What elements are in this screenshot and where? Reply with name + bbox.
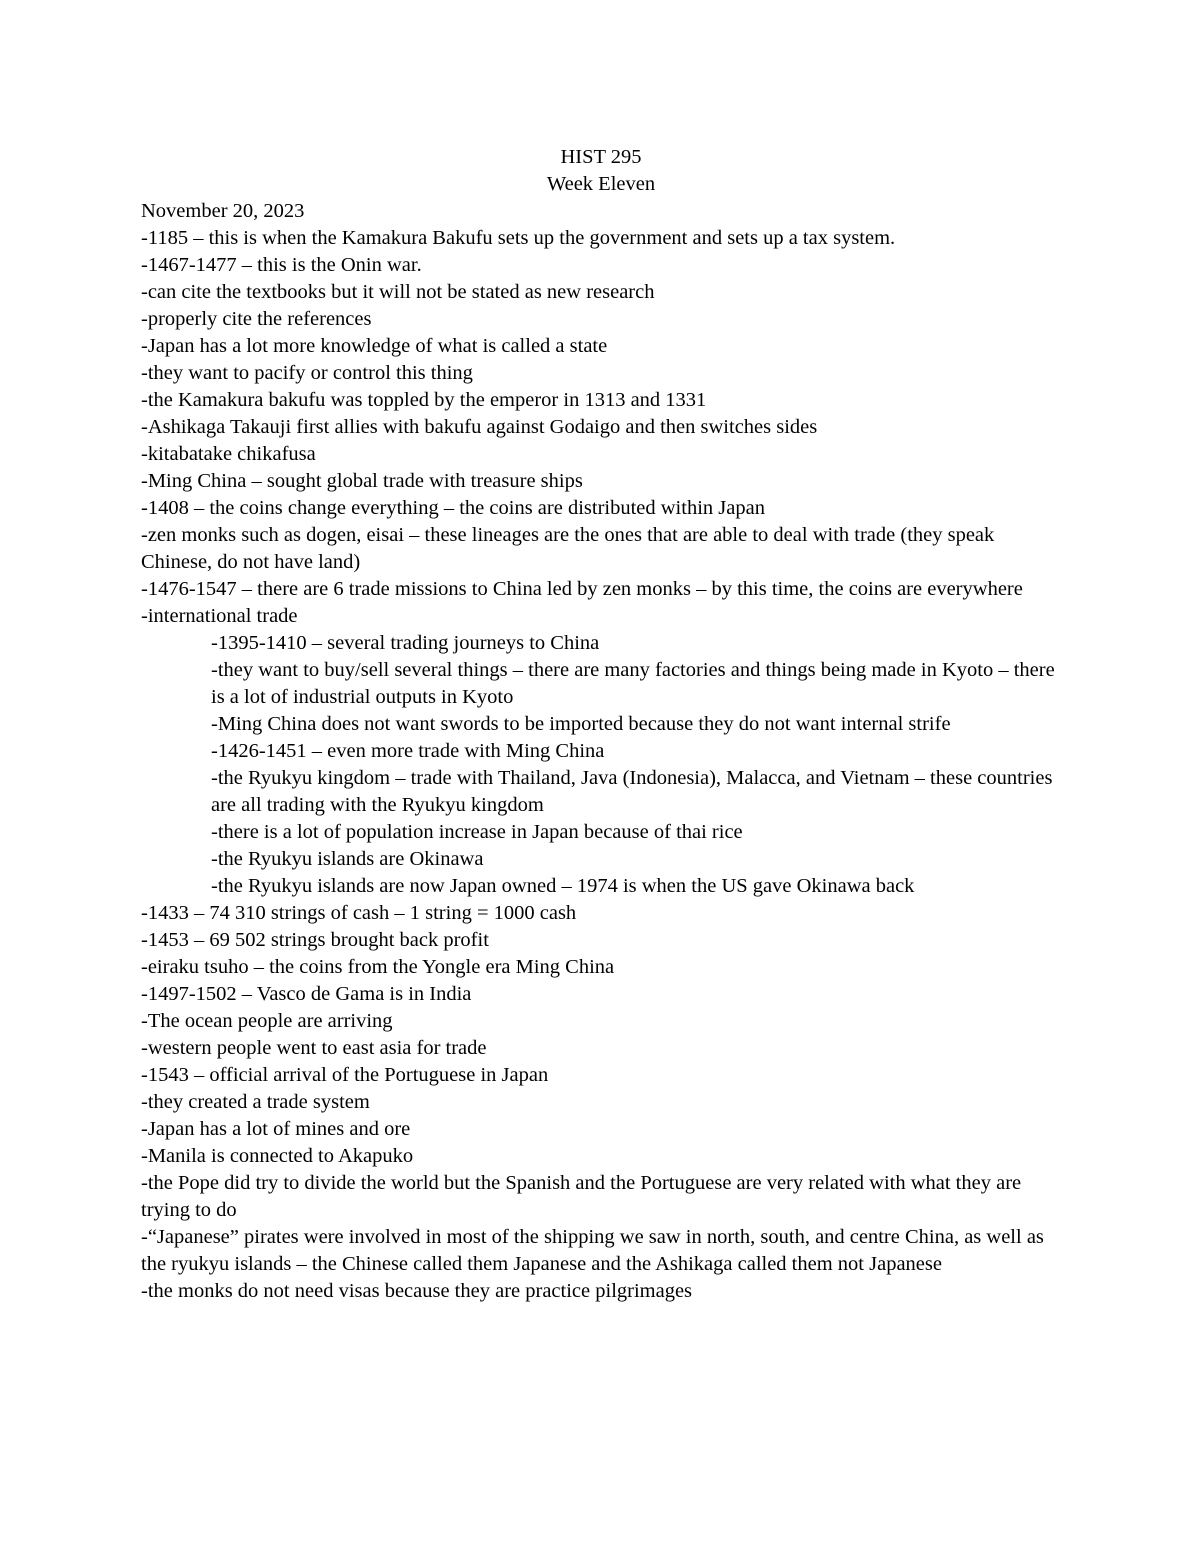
note-line: -zen monks such as dogen, eisai – these lineages are the ones that are able to deal with trade (they speak Chinese, do not have land) (141, 524, 995, 573)
note-line: -properly cite the references (141, 308, 372, 330)
note-line: -can cite the textbooks but it will not be stated as new research (141, 281, 655, 303)
lecture-date: November 20, 2023 (141, 200, 305, 222)
note-line: -kitabatake chikafusa (141, 443, 316, 465)
sub-note-line: -they want to buy/sell several things – there are many factories and things being made in Kyoto – there is a lot of industrial outputs in Kyoto (211, 659, 1055, 708)
note-line: -they created a trade system (141, 1091, 370, 1113)
note-line: -1476-1547 – there are 6 trade missions to China led by zen monks – by this time, the coins are everywhere (141, 578, 1023, 600)
document-body (141, 144, 1061, 1305)
note-line: -western people went to east asia for trade (141, 1037, 487, 1059)
note-line: -Ashikaga Takauji first allies with bakufu against Godaigo and then switches sides (141, 416, 818, 438)
note-line: -the monks do not need visas because they are practice pilgrimages (141, 1280, 693, 1302)
note-line: -Japan has a lot more knowledge of what is called a state (141, 335, 608, 357)
sub-note-line: -the Ryukyu islands are Okinawa (211, 848, 484, 870)
sub-note-line: -1395-1410 – several trading journeys to China (211, 632, 600, 654)
note-line: -“Japanese” pirates were involved in most of the shipping we saw in north, south, and centre China, as well as the ryukyu islands – the Chinese called them Japanese and the Ashikaga called them not Japanese (141, 1226, 1044, 1275)
note-line: -Manila is connected to Akapuko (141, 1145, 414, 1167)
sub-note-line: -the Ryukyu islands are now Japan owned – 1974 is when the US gave Okinawa back (211, 875, 915, 897)
sub-note-line: -1426-1451 – even more trade with Ming China (211, 740, 605, 762)
note-line: -Ming China – sought global trade with treasure ships (141, 470, 583, 492)
note-line: -1453 – 69 502 strings brought back profit (141, 929, 489, 951)
note-line: -1408 – the coins change everything – the coins are distributed within Japan (141, 497, 765, 519)
course-title: HIST 295 (560, 146, 642, 168)
sub-note-line: -the Ryukyu kingdom – trade with Thailand, Java (Indonesia), Malacca, and Vietnam – these countries are all trading with the Ryukyu kingdom (211, 767, 1053, 816)
note-line: -1497-1502 – Vasco de Gama is in India (141, 983, 472, 1005)
note-line: -1185 – this is when the Kamakura Bakufu sets up the government and sets up a tax system. (141, 227, 896, 249)
note-line: -the Pope did try to divide the world but the Spanish and the Portuguese are very related with what they are trying to do (141, 1172, 1022, 1221)
sub-note-line: -Ming China does not want swords to be imported because they do not want internal strife (211, 713, 951, 735)
week-title: Week Eleven (546, 173, 656, 195)
note-line: -1433 – 74 310 strings of cash – 1 string = 1000 cash (141, 902, 577, 924)
note-line: -eiraku tsuho – the coins from the Yongle era Ming China (141, 956, 615, 978)
note-line: -1543 – official arrival of the Portuguese in Japan (141, 1064, 549, 1086)
note-line: -1467-1477 – this is the Onin war. (141, 254, 422, 276)
sub-note-line: -there is a lot of population increase in Japan because of thai rice (211, 821, 743, 843)
note-line: -international trade (141, 605, 298, 627)
note-line: -Japan has a lot of mines and ore (141, 1118, 411, 1140)
note-line: -The ocean people are arriving (141, 1010, 393, 1032)
note-line: -the Kamakura bakufu was toppled by the emperor in 1313 and 1331 (141, 389, 707, 411)
note-line: -they want to pacify or control this thing (141, 362, 473, 384)
